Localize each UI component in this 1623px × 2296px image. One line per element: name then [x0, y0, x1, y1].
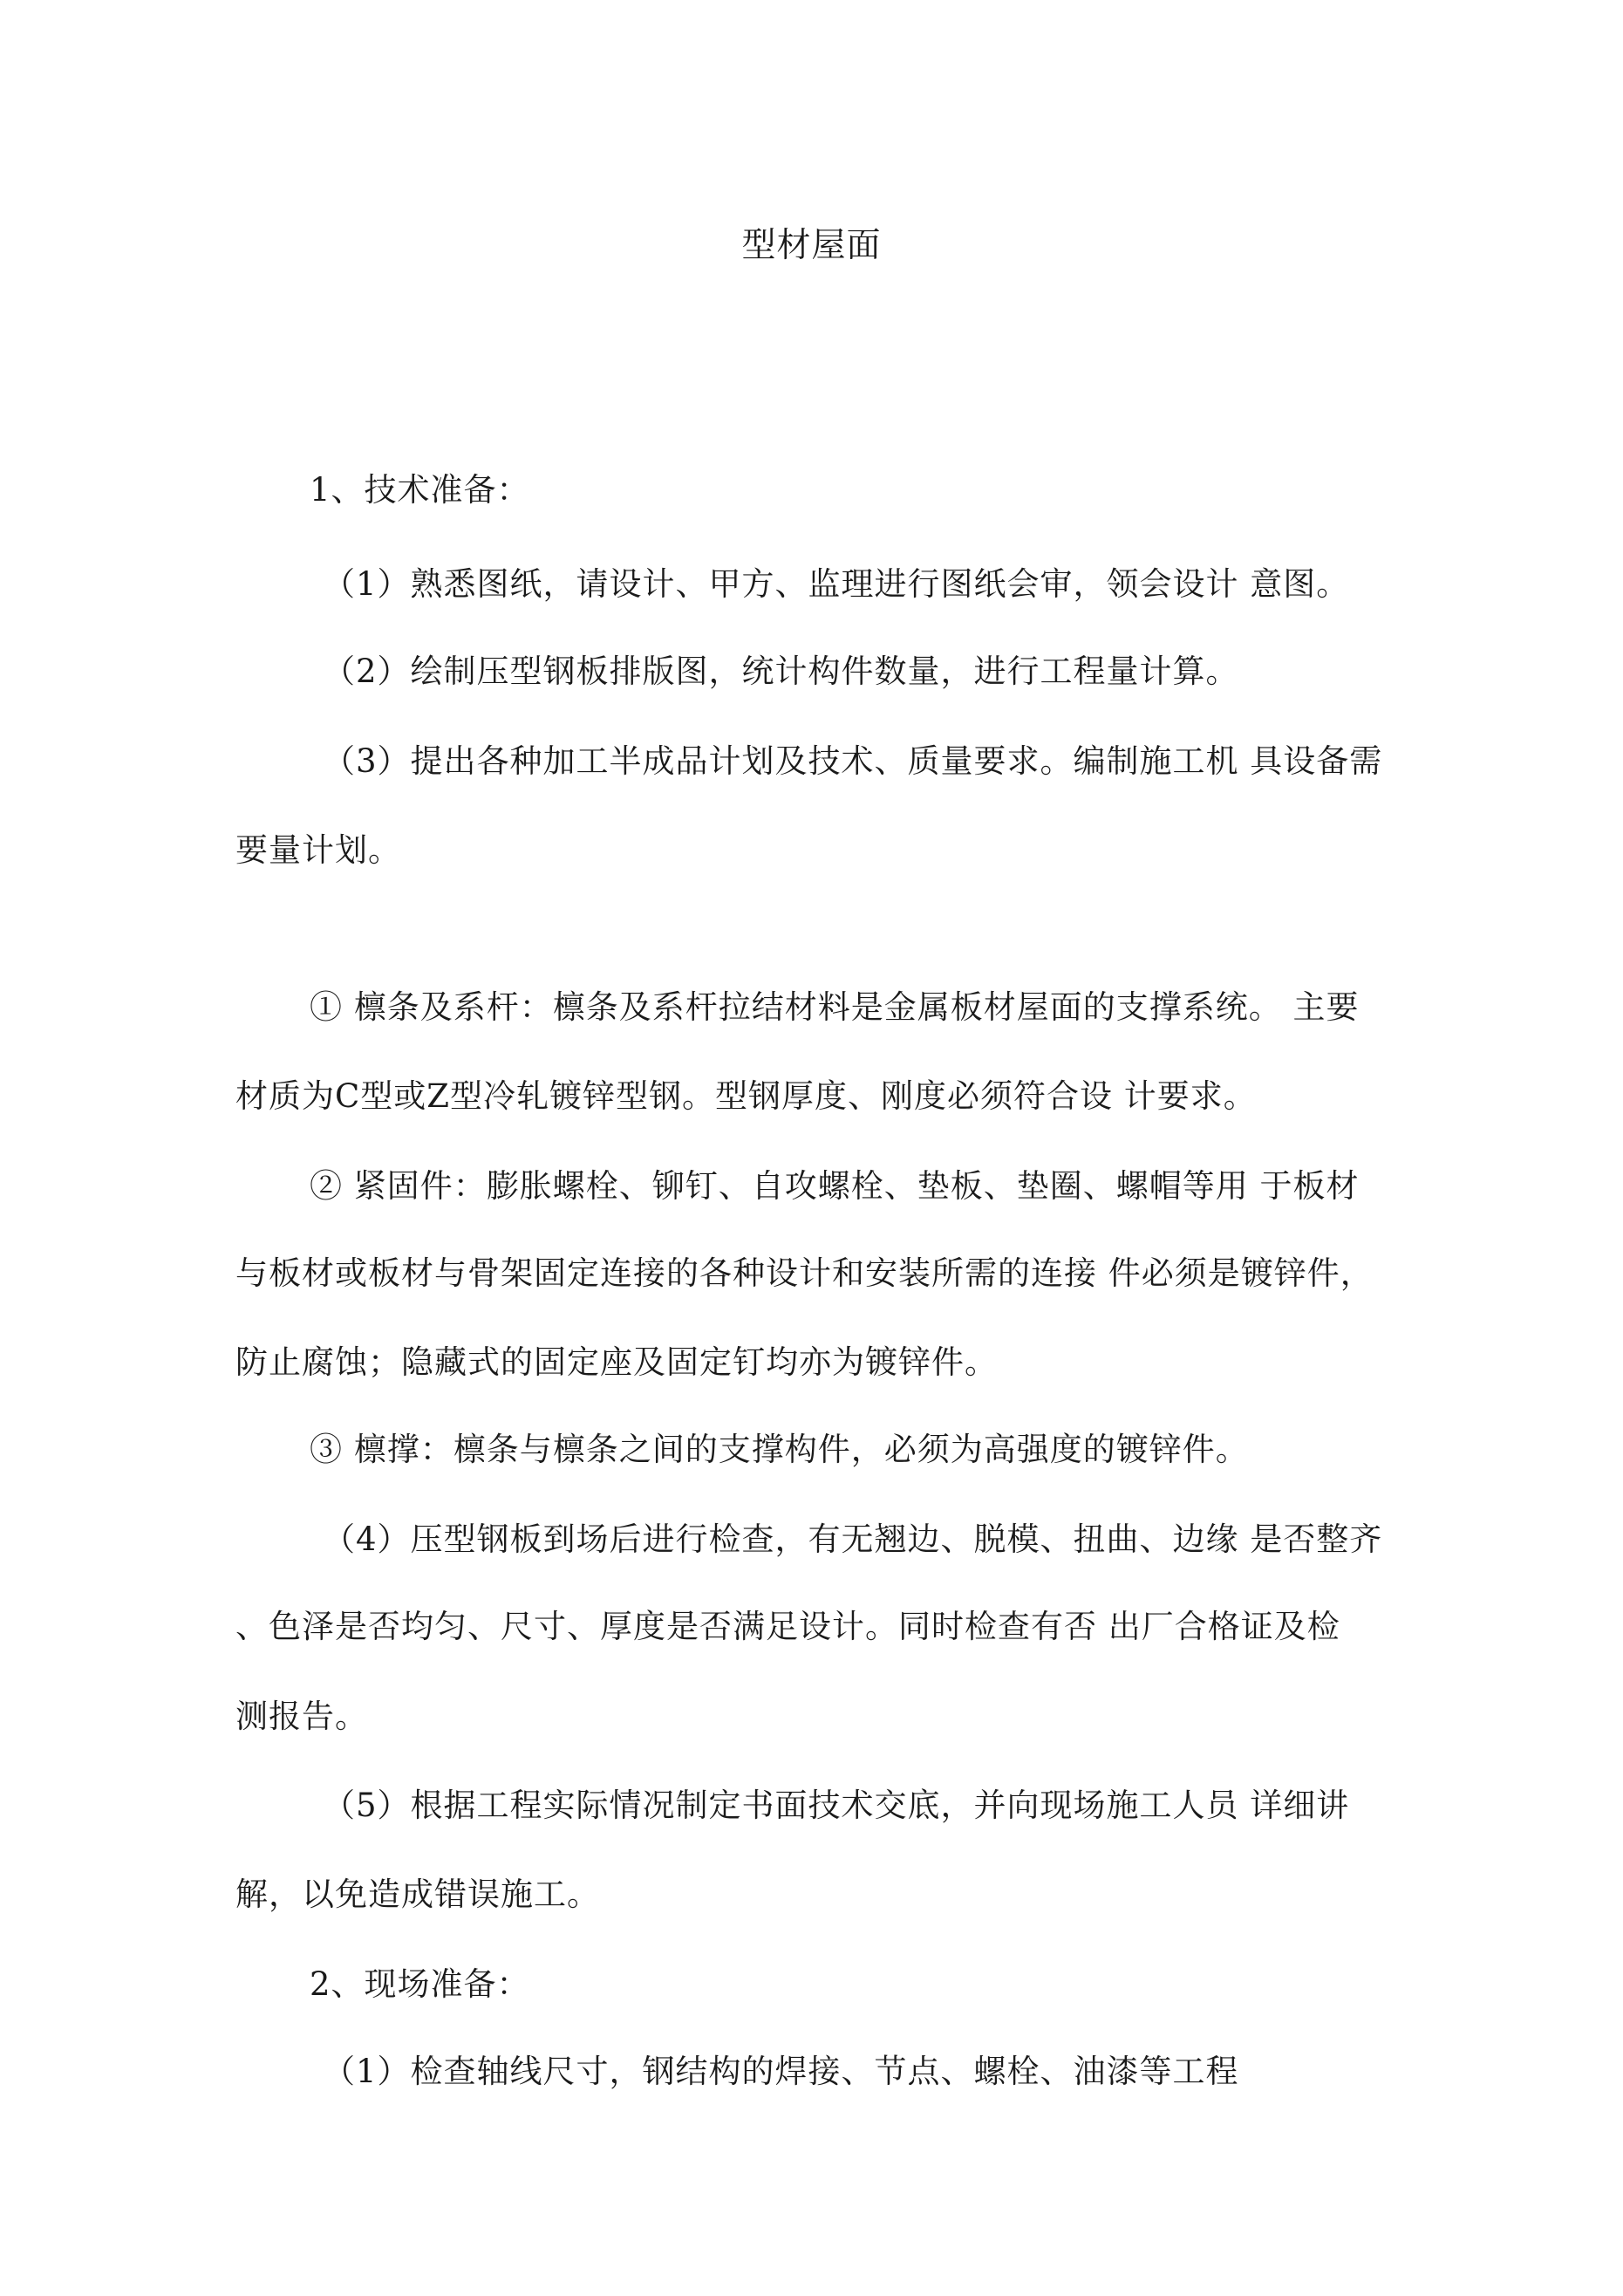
paragraph-line: （1）熟悉图纸，请设计、甲方、监理进行图纸会审，领会设计 意图。: [323, 565, 1350, 603]
section-heading: 1、技术准备：: [310, 471, 530, 509]
paragraph-line: （1）检查轴线尺寸，钢结构的焊接、节点、螺栓、油漆等工程: [323, 2053, 1239, 2090]
paragraph-line: （2）绘制压型钢板排版图，统计构件数量，进行工程量计算。: [323, 653, 1239, 690]
paragraph-line: （4）压型钢板到场后进行检查，有无翘边、脱模、扭曲、边缘 是否整齐: [323, 1520, 1383, 1558]
paragraph-line: ② 紧固件：膨胀螺栓、铆钉、自攻螺栓、垫板、垫圈、螺帽等用 于板材: [310, 1167, 1360, 1205]
paragraph-line: ① 檩条及系杆：檩条及系杆拉结材料是金属板材屋面的支撑系统。 主要: [310, 988, 1360, 1026]
paragraph-line: 材质为C型或Z型冷轧镀锌型钢。型钢厚度、刚度必须符合设 计要求。: [235, 1077, 1257, 1115]
paragraph-line: ③ 檩撑：檩条与檩条之间的支撑构件，必须为高强度的镀锌件。: [310, 1431, 1249, 1468]
paragraph-line: 测报告。: [235, 1698, 368, 1735]
document-title: 型材屋面: [741, 226, 882, 265]
section-heading: 2、现场准备：: [310, 1965, 530, 2003]
paragraph-line: （3）提出各种加工半成品计划及技术、质量要求。编制施工机 具设备需: [323, 742, 1383, 780]
paragraph-line: 解，以免造成错误施工。: [235, 1876, 600, 1913]
paragraph-line: 、色泽是否均匀、尺寸、厚度是否满足设计。同时检查有否 出厂合格证及检: [235, 1608, 1340, 1645]
paragraph-line: 防止腐蚀；隐藏式的固定座及固定钉均亦为镀锌件。: [235, 1343, 998, 1381]
paragraph-line: 要量计划。: [235, 831, 401, 869]
paragraph-line: 与板材或板材与骨架固定连接的各种设计和安装所需的连接 件必须是镀锌件，: [235, 1254, 1374, 1292]
paragraph-line: （5）根据工程实际情况制定书面技术交底，并向现场施工人员 详细讲: [323, 1787, 1350, 1824]
